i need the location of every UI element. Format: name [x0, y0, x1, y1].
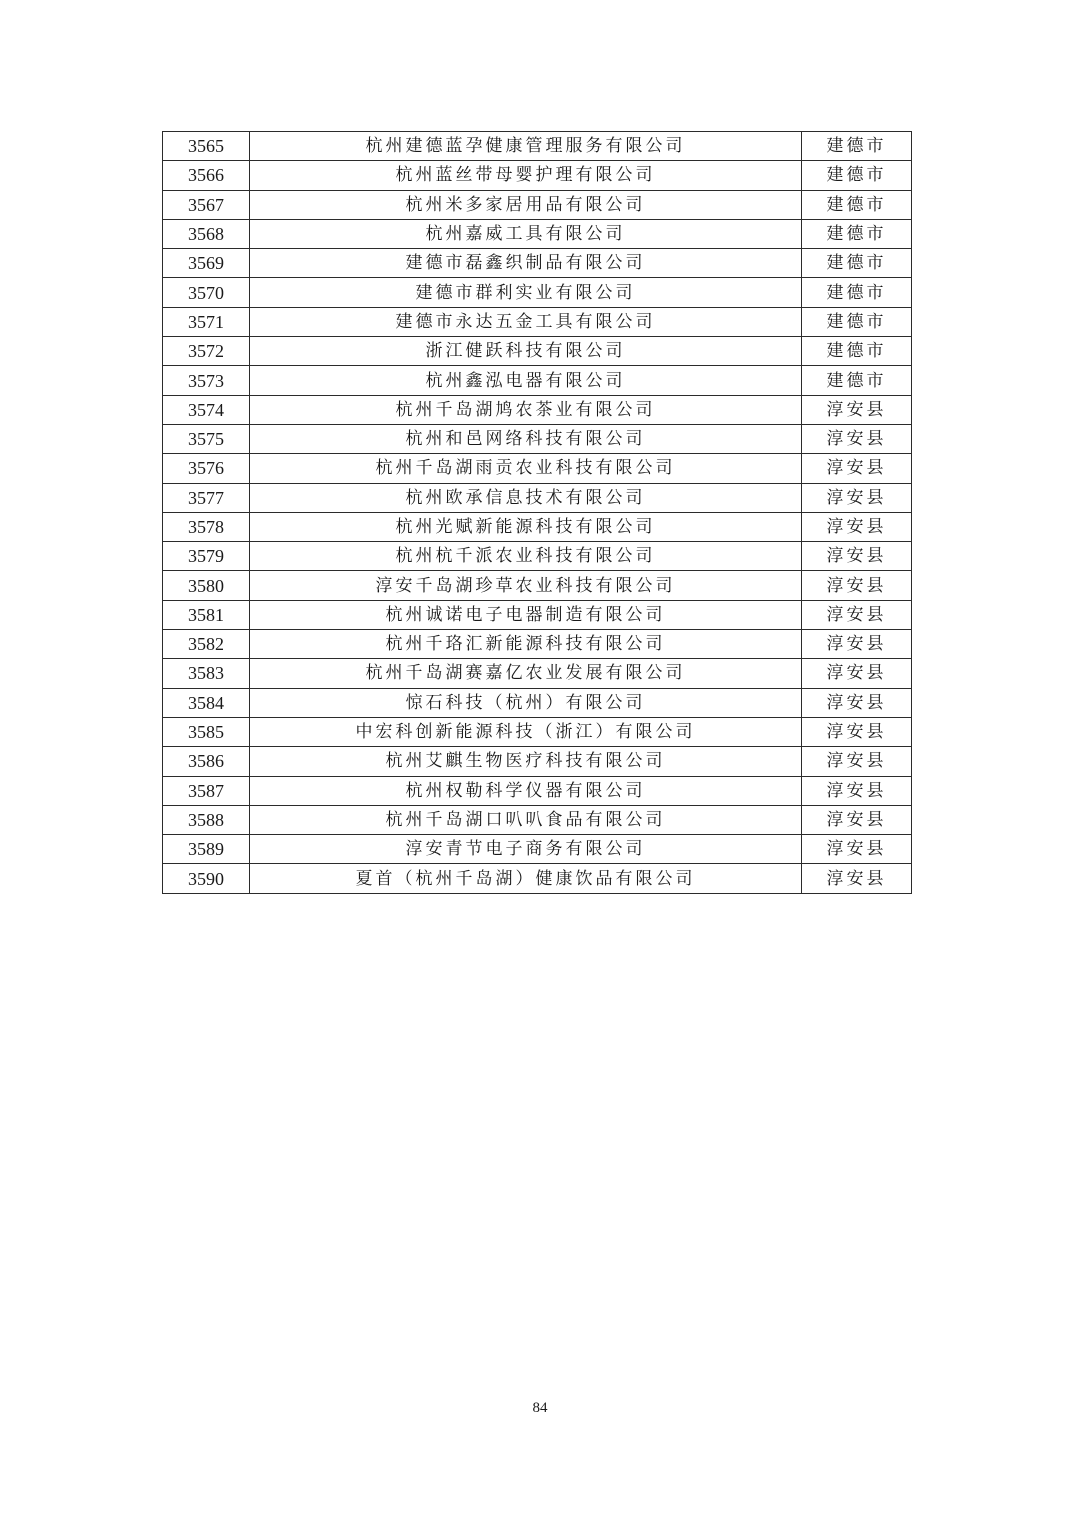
table-row	[163, 835, 912, 864]
region-cell: 淳安县	[802, 864, 912, 893]
region-cell: 淳安县	[802, 542, 912, 571]
table-row	[163, 219, 912, 248]
row-number-cell: 3574	[163, 395, 250, 424]
company-name-cell: 淳安青节电子商务有限公司	[250, 835, 802, 864]
table-row	[163, 424, 912, 453]
row-number-cell: 3576	[163, 454, 250, 483]
region-cell: 淳安县	[802, 835, 912, 864]
company-name-cell: 杭州权勒科学仪器有限公司	[250, 776, 802, 805]
table-row	[163, 249, 912, 278]
row-number-cell: 3573	[163, 366, 250, 395]
table-row	[163, 454, 912, 483]
row-number-cell: 3568	[163, 219, 250, 248]
region-cell: 淳安县	[802, 659, 912, 688]
region-cell: 建德市	[802, 366, 912, 395]
row-number-cell: 3583	[163, 659, 250, 688]
company-name-cell: 杭州千岛湖鸠农茶业有限公司	[250, 395, 802, 424]
company-name-cell: 杭州建德蓝孕健康管理服务有限公司	[250, 132, 802, 161]
company-name-cell: 杭州千珞汇新能源科技有限公司	[250, 630, 802, 659]
table-row	[163, 395, 912, 424]
row-number-cell: 3565	[163, 132, 250, 161]
company-name-cell: 杭州鑫泓电器有限公司	[250, 366, 802, 395]
company-name-cell: 杭州蓝丝带母婴护理有限公司	[250, 161, 802, 190]
region-cell: 淳安县	[802, 630, 912, 659]
table-row	[163, 337, 912, 366]
region-cell: 淳安县	[802, 571, 912, 600]
region-cell: 建德市	[802, 132, 912, 161]
region-cell: 淳安县	[802, 747, 912, 776]
table-row	[163, 542, 912, 571]
table-row	[163, 483, 912, 512]
company-name-cell: 杭州杭千派农业科技有限公司	[250, 542, 802, 571]
table-row	[163, 630, 912, 659]
region-cell: 建德市	[802, 190, 912, 219]
region-cell: 淳安县	[802, 717, 912, 746]
row-number-cell: 3590	[163, 864, 250, 893]
page-number: 84	[532, 1400, 548, 1416]
row-number-cell: 3582	[163, 630, 250, 659]
row-number-cell: 3575	[163, 424, 250, 453]
company-name-cell: 杭州艾麒生物医疗科技有限公司	[250, 747, 802, 776]
row-number-cell: 3584	[163, 688, 250, 717]
table-row	[163, 571, 912, 600]
company-name-cell: 杭州千岛湖雨贡农业科技有限公司	[250, 454, 802, 483]
company-name-cell: 建德市永达五金工具有限公司	[250, 307, 802, 336]
row-number-cell: 3589	[163, 835, 250, 864]
region-cell: 淳安县	[802, 483, 912, 512]
region-cell: 建德市	[802, 249, 912, 278]
region-cell: 淳安县	[802, 688, 912, 717]
table-row	[163, 278, 912, 307]
table-row	[163, 717, 912, 746]
region-cell: 建德市	[802, 219, 912, 248]
row-number-cell: 3567	[163, 190, 250, 219]
row-number-cell: 3577	[163, 483, 250, 512]
region-cell: 建德市	[802, 337, 912, 366]
row-number-cell: 3580	[163, 571, 250, 600]
company-name-cell: 中宏科创新能源科技（浙江）有限公司	[250, 717, 802, 746]
row-number-cell: 3586	[163, 747, 250, 776]
row-number-cell: 3570	[163, 278, 250, 307]
table-row	[163, 190, 912, 219]
company-name-cell: 淳安千岛湖珍草农业科技有限公司	[250, 571, 802, 600]
table-row	[163, 747, 912, 776]
row-number-cell: 3569	[163, 249, 250, 278]
table-row	[163, 161, 912, 190]
table-row	[163, 600, 912, 629]
region-cell: 淳安县	[802, 512, 912, 541]
row-number-cell: 3572	[163, 337, 250, 366]
row-number-cell: 3579	[163, 542, 250, 571]
company-name-cell: 夏首（杭州千岛湖）健康饮品有限公司	[250, 864, 802, 893]
table-row	[163, 366, 912, 395]
company-name-cell: 惊石科技（杭州）有限公司	[250, 688, 802, 717]
table-row	[163, 132, 912, 161]
table-row	[163, 776, 912, 805]
table-row	[163, 307, 912, 336]
region-cell: 淳安县	[802, 454, 912, 483]
row-number-cell: 3585	[163, 717, 250, 746]
company-list-body	[163, 132, 912, 894]
table-row	[163, 512, 912, 541]
table-row	[163, 659, 912, 688]
row-number-cell: 3578	[163, 512, 250, 541]
company-name-cell: 杭州千岛湖口叭叭食品有限公司	[250, 805, 802, 834]
table-row	[163, 864, 912, 893]
company-name-cell: 杭州和邑网络科技有限公司	[250, 424, 802, 453]
region-cell: 淳安县	[802, 424, 912, 453]
company-name-cell: 建德市群利实业有限公司	[250, 278, 802, 307]
row-number-cell: 3588	[163, 805, 250, 834]
table-row	[163, 805, 912, 834]
table-row	[163, 688, 912, 717]
company-name-cell: 杭州千岛湖赛嘉亿农业发展有限公司	[250, 659, 802, 688]
row-number-cell: 3566	[163, 161, 250, 190]
company-name-cell: 杭州嘉威工具有限公司	[250, 219, 802, 248]
company-name-cell: 杭州米多家居用品有限公司	[250, 190, 802, 219]
region-cell: 建德市	[802, 161, 912, 190]
company-name-cell: 杭州诚诺电子电器制造有限公司	[250, 600, 802, 629]
region-cell: 淳安县	[802, 776, 912, 805]
row-number-cell: 3571	[163, 307, 250, 336]
region-cell: 淳安县	[802, 395, 912, 424]
company-name-cell: 建德市磊鑫织制品有限公司	[250, 249, 802, 278]
company-name-cell: 杭州光赋新能源科技有限公司	[250, 512, 802, 541]
row-number-cell: 3581	[163, 600, 250, 629]
region-cell: 淳安县	[802, 600, 912, 629]
region-cell: 建德市	[802, 307, 912, 336]
company-list-table	[162, 131, 912, 894]
region-cell: 建德市	[802, 278, 912, 307]
company-name-cell: 浙江健跃科技有限公司	[250, 337, 802, 366]
company-name-cell: 杭州欧承信息技术有限公司	[250, 483, 802, 512]
region-cell: 淳安县	[802, 805, 912, 834]
row-number-cell: 3587	[163, 776, 250, 805]
